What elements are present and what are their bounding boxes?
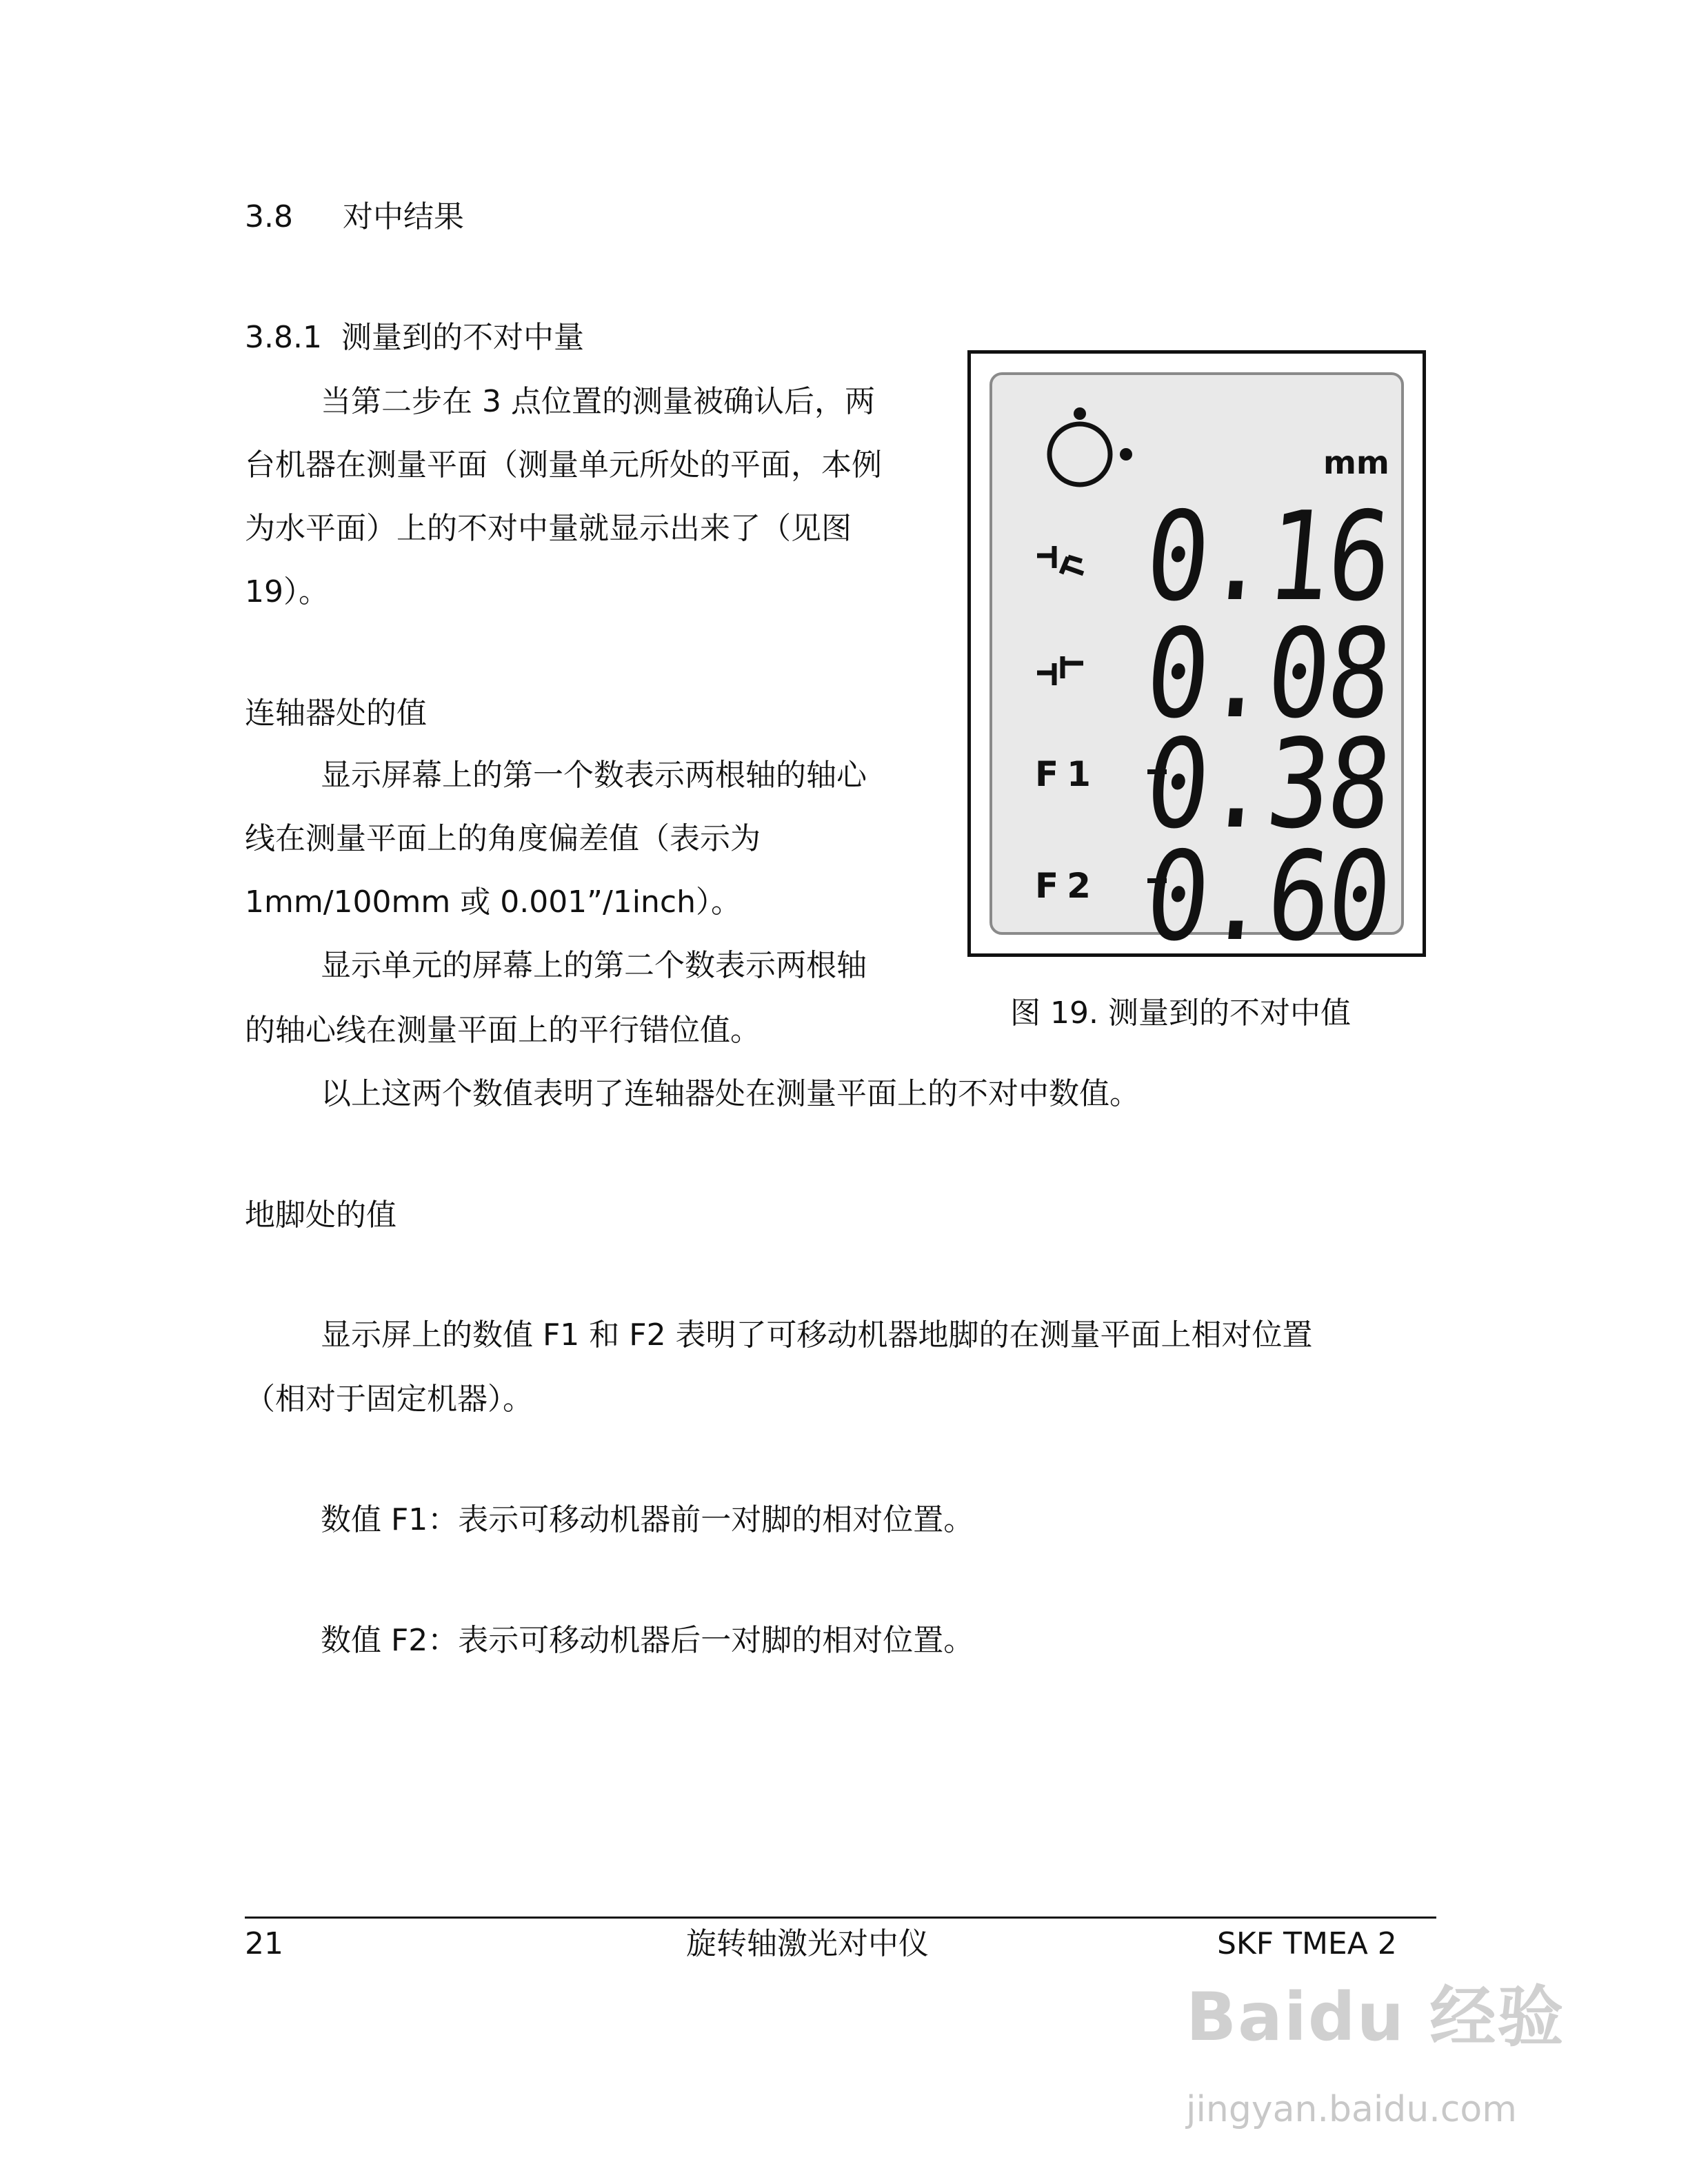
unit-label: mm [1323, 444, 1389, 481]
footer-product: SKF TMEA 2 [1217, 1926, 1397, 1961]
footer-divider [245, 1917, 1436, 1919]
intro-line-1: 当第二步在 3 点位置的测量被确认后，两 [321, 384, 875, 419]
coupling-para1-line-2: 线在测量平面上的角度偏差值（表示为 [245, 821, 761, 856]
intro-line-4: 19）。 [245, 574, 329, 609]
f1-description: 数值 F1：表示可移动机器前一对脚的相对位置。 [321, 1502, 974, 1537]
footer-title: 旋转轴激光对中仪 [686, 1926, 929, 1961]
section-heading [245, 196, 464, 238]
intro-line-3: 为水平面）上的不对中量就显示出来了（见图 [245, 511, 852, 546]
feet-para1-line-2: （相对于固定机器）。 [245, 1382, 533, 1417]
coupling-para2-line-1: 显示单元的屏幕上的第二个数表示两根轴 [321, 948, 867, 983]
coupling-para1-line-1: 显示屏幕上的第一个数表示两根轴的轴心 [321, 758, 867, 793]
parallel-value: 0.08 [1141, 603, 1396, 745]
baidu-watermark-logo: Baidu 经验 [1186, 1979, 1565, 2056]
figure-caption: 图 19. 测量到的不对中值 [1010, 995, 1351, 1031]
parallel-offset-icon [1034, 651, 1089, 692]
coupling-heading: 连轴器处的值 [245, 696, 427, 731]
angular-offset-icon [1034, 540, 1089, 582]
f2-label: F2 [1035, 866, 1099, 906]
subsection-heading [245, 317, 584, 358]
f2-description: 数值 F2：表示可移动机器后一对脚的相对位置。 [321, 1623, 974, 1658]
f1-label: F1 [1035, 754, 1099, 794]
position-3-oclock-icon [1041, 403, 1137, 499]
baidu-watermark-url: jingyan.baidu.com [1186, 2089, 1517, 2130]
coupling-para1-line-3: 1mm/100mm 或 0.001”/1inch）。 [245, 884, 741, 920]
coupling-para2-line-2: 的轴心线在测量平面上的平行错位值。 [245, 1013, 761, 1048]
f2-value: 0.60 [1141, 825, 1396, 968]
subsection-number: 3.8.1 [245, 320, 322, 355]
feet-heading: 地脚处的值 [245, 1197, 396, 1233]
feet-para1-line-1: 显示屏上的数值 F1 和 F2 表明了可移动机器地脚的在测量平面上相对位置 [321, 1317, 1313, 1353]
intro-line-2: 台机器在测量平面（测量单元所处的平面，本例 [245, 447, 882, 483]
section-number: 3.8 [245, 199, 293, 234]
coupling-para3: 以上这两个数值表明了连轴器处在测量平面上的不对中数值。 [321, 1076, 1140, 1111]
subsection-title: 测量到的不对中量 [341, 320, 584, 355]
page-number: 21 [245, 1926, 283, 1961]
lcd-display-figure [967, 350, 1426, 968]
f1-value: 0.38 [1141, 713, 1396, 856]
lcd-screen [989, 372, 1404, 968]
angular-value: 0.16 [1141, 485, 1396, 628]
section-title: 对中结果 [343, 199, 464, 234]
